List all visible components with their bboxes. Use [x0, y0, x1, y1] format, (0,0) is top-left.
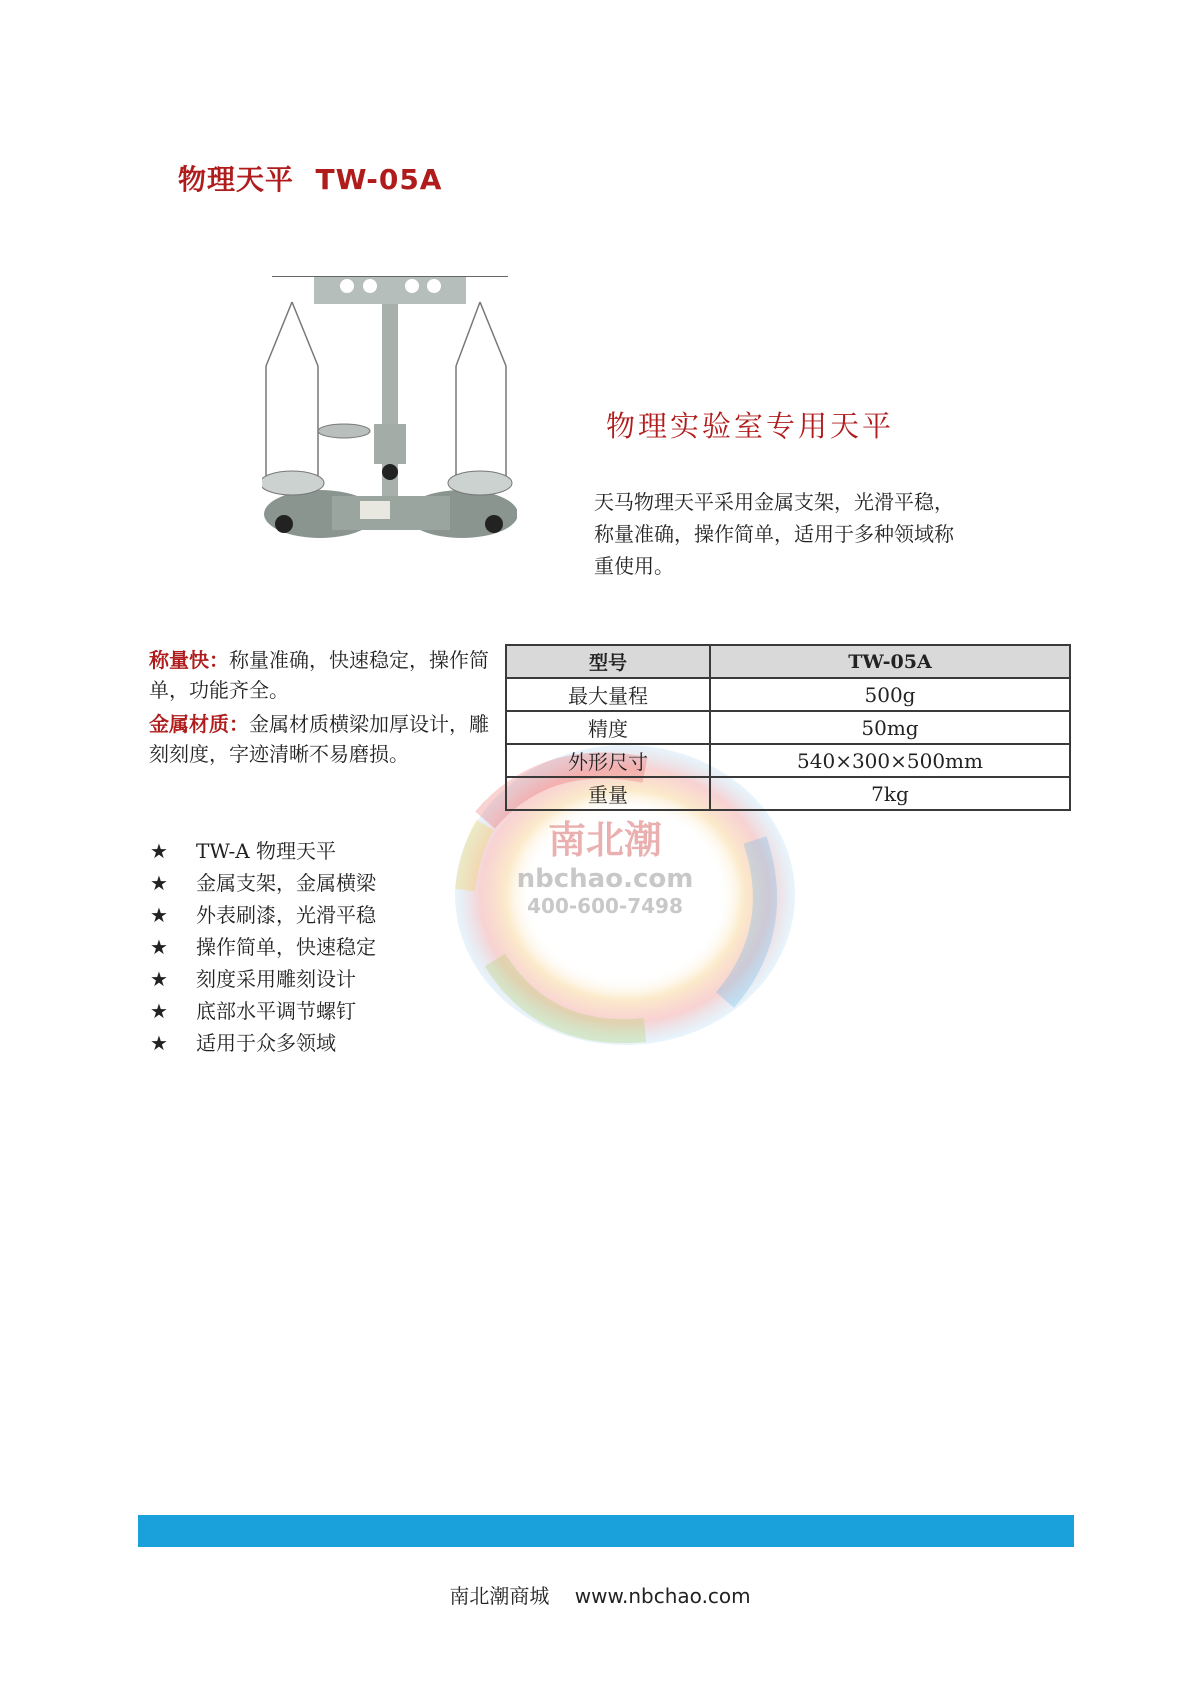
spec-key: 最大量程: [506, 678, 710, 711]
spec-value: 540×300×500mm: [710, 744, 1070, 777]
feature-label: 称量快：: [149, 648, 229, 672]
feature-text: 金属材质横梁加厚设计，雕刻刻度，字迹清晰不易磨损。: [149, 712, 489, 766]
spec-key: 精度: [506, 711, 710, 744]
watermark-phone: 400-600-7498: [527, 894, 683, 918]
table-row: [506, 777, 1070, 810]
spec-value: 50mg: [710, 711, 1070, 744]
product-description: 天马物理天平采用金属支架，光滑平稳，称量准确，操作简单，适用于多种领域称重使用。: [594, 490, 954, 578]
feature-fast-weighing: [149, 645, 489, 705]
header-cell: TW-05A: [710, 645, 1070, 678]
spec-value: 500g: [710, 678, 1070, 711]
list-item: ★ 操作简单，快速稳定: [150, 931, 376, 963]
watermark-text: [505, 815, 705, 935]
list-item: ★ 刻度采用雕刻设计: [150, 963, 376, 995]
spec-table-header: [506, 645, 1070, 678]
watermark-brand: 南北潮: [547, 818, 663, 862]
table-row: [506, 678, 1070, 711]
header-cell: 型号: [506, 645, 710, 678]
spec-key: 外形尺寸: [506, 744, 710, 777]
watermark-site: nbchao.com: [516, 864, 694, 894]
footer-text: 南北潮商城 www.nbchao.com: [449, 1584, 751, 1608]
table-row: [506, 711, 1070, 744]
page-title: 物理天平 TW-05A: [178, 163, 443, 196]
footer-bar: [138, 1515, 1074, 1547]
spec-value: 7kg: [710, 777, 1070, 810]
star-icon: ★: [150, 903, 168, 927]
list-item: ★ 金属支架，金属横梁: [150, 867, 376, 899]
feature-text: 称量准确，快速稳定，操作简单，功能齐全。: [149, 648, 489, 702]
star-icon: ★: [150, 871, 168, 895]
list-item: ★ 适用于众多领域: [150, 1027, 376, 1059]
feature-bullet-list: [150, 835, 376, 1059]
star-icon: ★: [150, 967, 168, 991]
feature-label: 金属材质：: [149, 712, 249, 736]
star-icon: ★: [150, 999, 168, 1023]
table-row: [506, 744, 1070, 777]
list-item: ★ TW-A 物理天平: [150, 835, 376, 867]
list-item: ★ 底部水平调节螺钉: [150, 995, 376, 1027]
star-icon: ★: [150, 935, 168, 959]
spec-key: 重量: [506, 777, 710, 810]
spec-table: [505, 644, 1071, 811]
star-icon: ★: [150, 1031, 168, 1055]
subtitle: 物理实验室专用天平: [606, 409, 895, 443]
star-icon: ★: [150, 839, 168, 863]
balance-product-image: [262, 276, 517, 551]
list-item: ★ 外表刷漆，光滑平稳: [150, 899, 376, 931]
